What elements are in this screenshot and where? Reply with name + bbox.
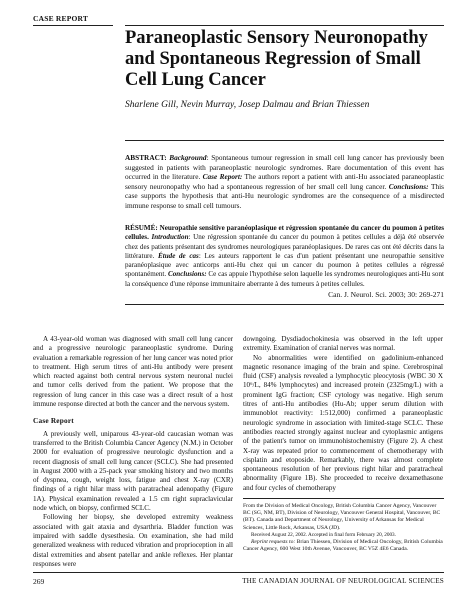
abstract-case-label: Case Report:	[202, 172, 243, 182]
resume-conclusions-label: Conclusions:	[167, 270, 207, 279]
resume-title: Neuropathie sensitive paranéoplasique et régression spontanée du cancer du poumon à petites cellules.	[125, 224, 444, 242]
footnote-received: Received August 22, 2002. Accepted in final form February 20, 2003.	[251, 531, 396, 538]
resume-case-label: Étude de cas	[158, 251, 199, 260]
resume-case-text: : Les auteurs rapportent le cas d'un patient présentant une neuropathie sensitive paranéoplasique avec anticorps anti-Hu chez qui un cancer du poumon à petites cellules a régressé spontanément.	[125, 251, 444, 279]
footer-rule	[33, 572, 444, 573]
article-authors: Sharlene Gill, Nevin Murray, Josep Dalmau and Brian Thiessen	[125, 100, 370, 110]
case-paragraph-2: Following her biopsy, she developed extremity weakness associated with gait ataxia and dysarthria. Bladder function was impaired with saddle dysesthesia. On examination, she had mild generalized weakness with reduced vibration and proprioception in all distal extremities and absent patellar and ankle reflexes. Her plantar responses were	[33, 513, 233, 568]
article-title: Paraneoplastic Sensory Neuronopathy and Spontaneous Regression of Small Cell Lung Cancer	[125, 28, 428, 90]
case-report-heading: Case Report	[33, 416, 74, 426]
abstract-bottom-rule	[125, 304, 444, 305]
resume	[125, 224, 444, 289]
abstract	[125, 153, 444, 211]
body-intro-paragraph: A 43-year-old woman was diagnosed with small cell lung cancer and a progressive neurologic paraneoplastic syndrome. During evaluation a remarkable regression of her lung cancer was noted prior to treatment. High serum titres of anti-Hu antibody were present which reacted against both central nervous system neuronal nuclei and tumor cells derived from the patient. We propose that the regression of lung cancer in this case was a direct result of a host immune response directed at both the cancer and the nervous system.	[33, 335, 233, 409]
case-paragraph-1: A previously well, uniparous 43-year-old caucasian woman was transferred to the British Columbia Cancer Agency (N.M.) in October 2000 for evaluation of progressive neurologic dysfunction and a recent diagnosis of small cell lung cancer (SCLC). She had presented in August 2000 with a 25-pack year smoking history and two months of dyspnea, cough, weight loss, fatigue and chest X-ray (CXR) findings of a right hilar mass with paratracheal adenopathy (Figure 1A). Physical examination revealed a 1.5 cm right supraclavicular node which, on biopsy, confirmed SCLC.	[33, 429, 233, 513]
resume-intro-text: : Une régression spontanée du cancer du poumon à petites cellules a déjà été observée chez des patients présentant des syndromes neurologiques paranéoplasiques. De rares cas ont été décrits dans la littérature.	[125, 233, 444, 260]
citation: Can. J. Neurol. Sci. 2003; 30: 269-271	[328, 290, 444, 299]
abstract-conclusions-text: This case supports the hypothesis that anti-Hu neurologic syndromes are the consequence of a misdirected immune response to small cell tumours.	[125, 181, 444, 210]
footnote-reprints-text: Brian Thiessen, Division of Medical Oncology, British Columbia Cancer Agency, 600 West 10th Avenue, Vancouver, BC V5Z 4E6 Canada.	[243, 539, 443, 553]
abstract-label: ABSTRACT:	[125, 153, 167, 162]
footnote-reprints-label: Reprint requests to:	[251, 539, 296, 546]
page-number: 269	[33, 577, 45, 586]
footnote-rule	[243, 498, 444, 499]
resume-intro-label: Introduction	[151, 233, 189, 242]
right-paragraph-1: downgoing. Dysdiadochokinesia was observed in the left upper extremity. Examination of cranial nerves was normal.	[243, 335, 443, 353]
footnote-reprints	[243, 539, 444, 553]
right-paragraph-2: No abnormalities were identified on gadolinium-enhanced magnetic resonance imaging of the brain and spine. Cerebrospinal fluid (CSF) analysis revealed a lymphocytic pleocytosis (WBC 30 X 10⁶/L, 84% lymphocytes) and increased protein (2325mg/L) with a prominent IgG fraction; CSF cytology was negative. High serum titres of anti-Hu antibodies (Hu-Ab; upper serum dilution with immunoblot reactivity: 1:512,000) confirmed a paraneoplastic neurologic syndrome in association with limited-stage SCLC. These antibodies reacted strongly against nuclear and cytoplasmic antigens of the patient's tumor on immunohistochemistry (Figure 2). A chest X-ray was repeated prior to commencement of chemotherapy with cisplatin and etoposide. Remarkably, there was almost complete spontaneous resolution of her previous right hilar and paratracheal abnormality (Figure 1B). She proceeded to receive dexamethasone and four cycles of chemotherapy	[243, 353, 443, 492]
footnote-affiliations: From the Division of Medical Oncology, British Columbia Cancer Agency, Vancouver BC (SG, NM, BT), Division of Neurology, Vancouver General Hospital, Vancouver, BC (BT). Canada and Department of Neurology, University of Arkansas for Medical Sciences, Little Rock, Arkansas, USA (JD).	[243, 503, 441, 531]
title-rule	[125, 140, 444, 141]
abstract-case-text: The authors report a patient with anti-Hu associated paraneoplastic sensory neuronopathy who had a spontaneous regression of her small cell lung cancer.	[125, 172, 444, 191]
body-left-column	[33, 335, 233, 569]
footnote	[243, 503, 444, 553]
header-rule-right	[125, 25, 444, 26]
section-tag: CASE REPORT	[33, 14, 89, 23]
journal-name: THE CANADIAN JOURNAL OF NEUROLOGICAL SCIENCES	[242, 577, 444, 585]
abstract-background-text: : Spontaneous tumour regression in small cell lung cancer has previously been suggested in patients with paraneoplastic neurologic syndromes. Rare documentation of this event has occurred in the literature.	[125, 153, 444, 182]
body-right-column	[243, 335, 443, 493]
header-rule-left	[33, 25, 113, 26]
resume-label: RÉSUMÉ:	[125, 224, 158, 232]
abstract-conclusions-label: Conclusions:	[388, 181, 429, 191]
abstract-background-label: Background	[169, 153, 207, 162]
resume-conclusions-text: Ce cas appuie l'hypothèse selon laquelle les syndromes neurologiques anti-Hu sont la conséquence d'une réponse immunitaire aberrante à des tumeurs à petites cellules.	[125, 270, 444, 288]
